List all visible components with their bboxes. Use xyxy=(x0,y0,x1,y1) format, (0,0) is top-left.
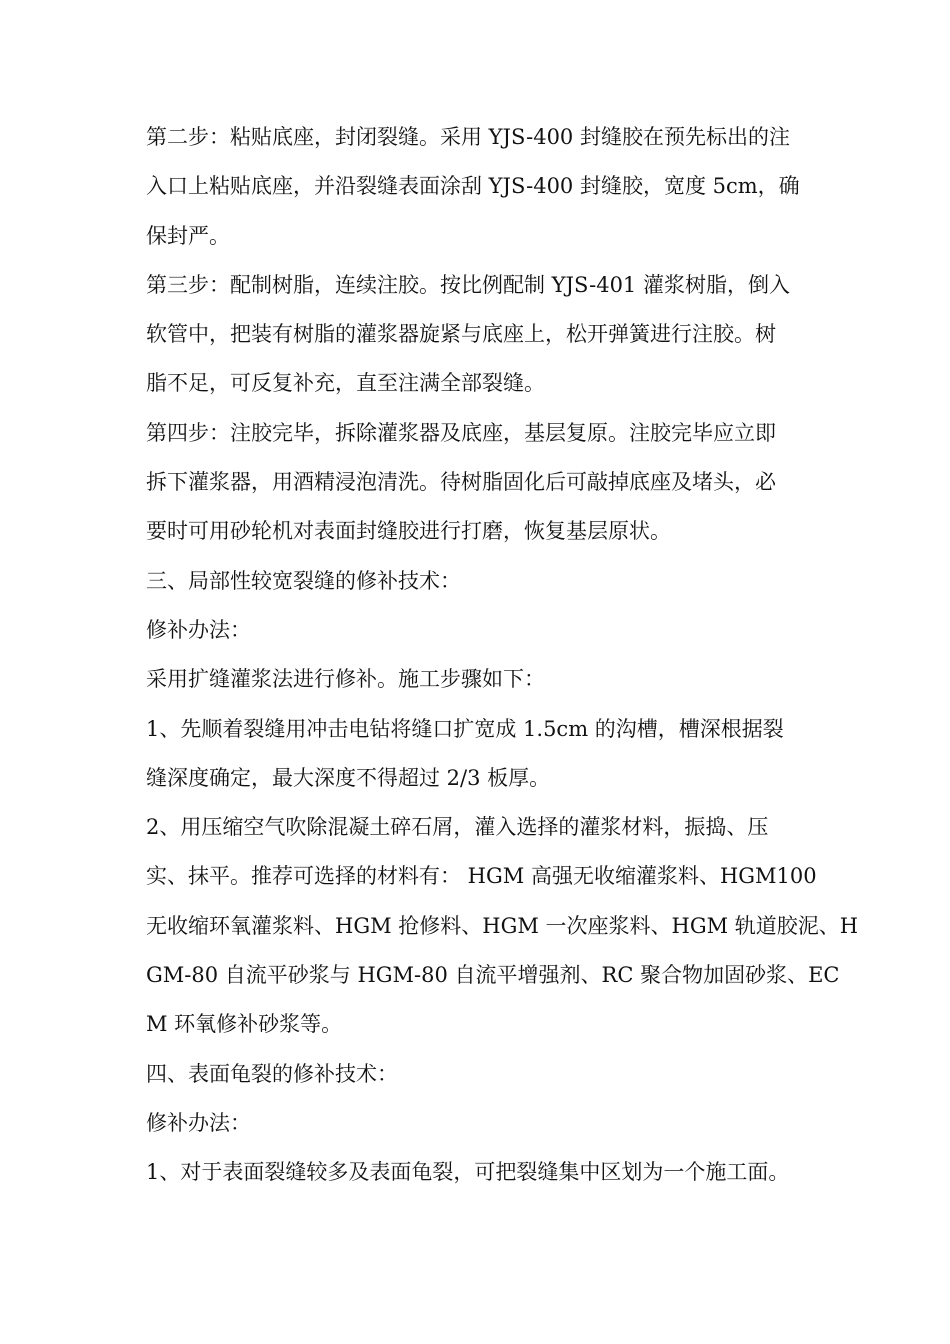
text-line: GM-80 自流平砂浆与 HGM-80 自流平增强剂、RC 聚合物加固砂浆、EC xyxy=(146,963,840,988)
text-line: 第三步：配制树脂，连续注胶。按比例配制 YJS-401 灌浆树脂，倒入 xyxy=(146,272,790,297)
text-line: 修补办法： xyxy=(146,617,251,642)
text-line: 要时可用砂轮机对表面封缝胶进行打磨，恢复基层原状。 xyxy=(146,519,671,544)
text-line: 第四步：注胶完毕，拆除灌浆器及底座，基层复原。注胶完毕应立即 xyxy=(146,420,776,445)
text-line: 拆下灌浆器，用酒精浸泡清洗。待树脂固化后可敲掉底座及堵头，必 xyxy=(146,470,776,495)
text-line: 第二步：粘贴底座，封闭裂缝。采用 YJS-400 封缝胶在预先标出的注 xyxy=(146,125,790,149)
document-page xyxy=(146,113,859,1198)
text-line: 修补办法： xyxy=(146,1110,251,1135)
text-line: 1、先顺着裂缝用冲击电钻将缝口扩宽成 1.5cm 的沟槽，槽深根据裂 xyxy=(146,716,784,741)
text-line: 实、抹平。推荐可选择的材料有： HGM 高强无收缩灌浆料、HGM100 xyxy=(146,864,817,889)
text-line: 缝深度确定，最大深度不得超过 2/3 板厚。 xyxy=(146,765,551,790)
text-line: 入口上粘贴底座，并沿裂缝表面涂刮 YJS-400 封缝胶，宽度 5cm，确 xyxy=(146,174,800,199)
text-line: 保封严。 xyxy=(146,223,230,248)
text-line: 1、对于表面裂缝较多及表面龟裂，可把裂缝集中区划为一个施工面。 xyxy=(146,1160,790,1185)
text-line: 采用扩缝灌浆法进行修补。施工步骤如下： xyxy=(146,667,545,692)
section-heading: 三、局部性较宽裂缝的修补技术： xyxy=(146,568,461,593)
text-line: 脂不足，可反复补充，直至注满全部裂缝。 xyxy=(146,371,545,396)
section-heading: 四、表面龟裂的修补技术： xyxy=(146,1061,398,1086)
text-line: M 环氧修补砂浆等。 xyxy=(146,1012,343,1037)
text-line: 2、用压缩空气吹除混凝土碎石屑，灌入选择的灌浆材料，振捣、压 xyxy=(146,815,769,840)
text-line: 无收缩环氧灌浆料、HGM 抢修料、HGM 一次座浆料、HGM 轨道胶泥、H xyxy=(146,913,859,938)
text-line: 软管中，把装有树脂的灌浆器旋紧与底座上，松开弹簧进行注胶。树 xyxy=(146,322,776,347)
